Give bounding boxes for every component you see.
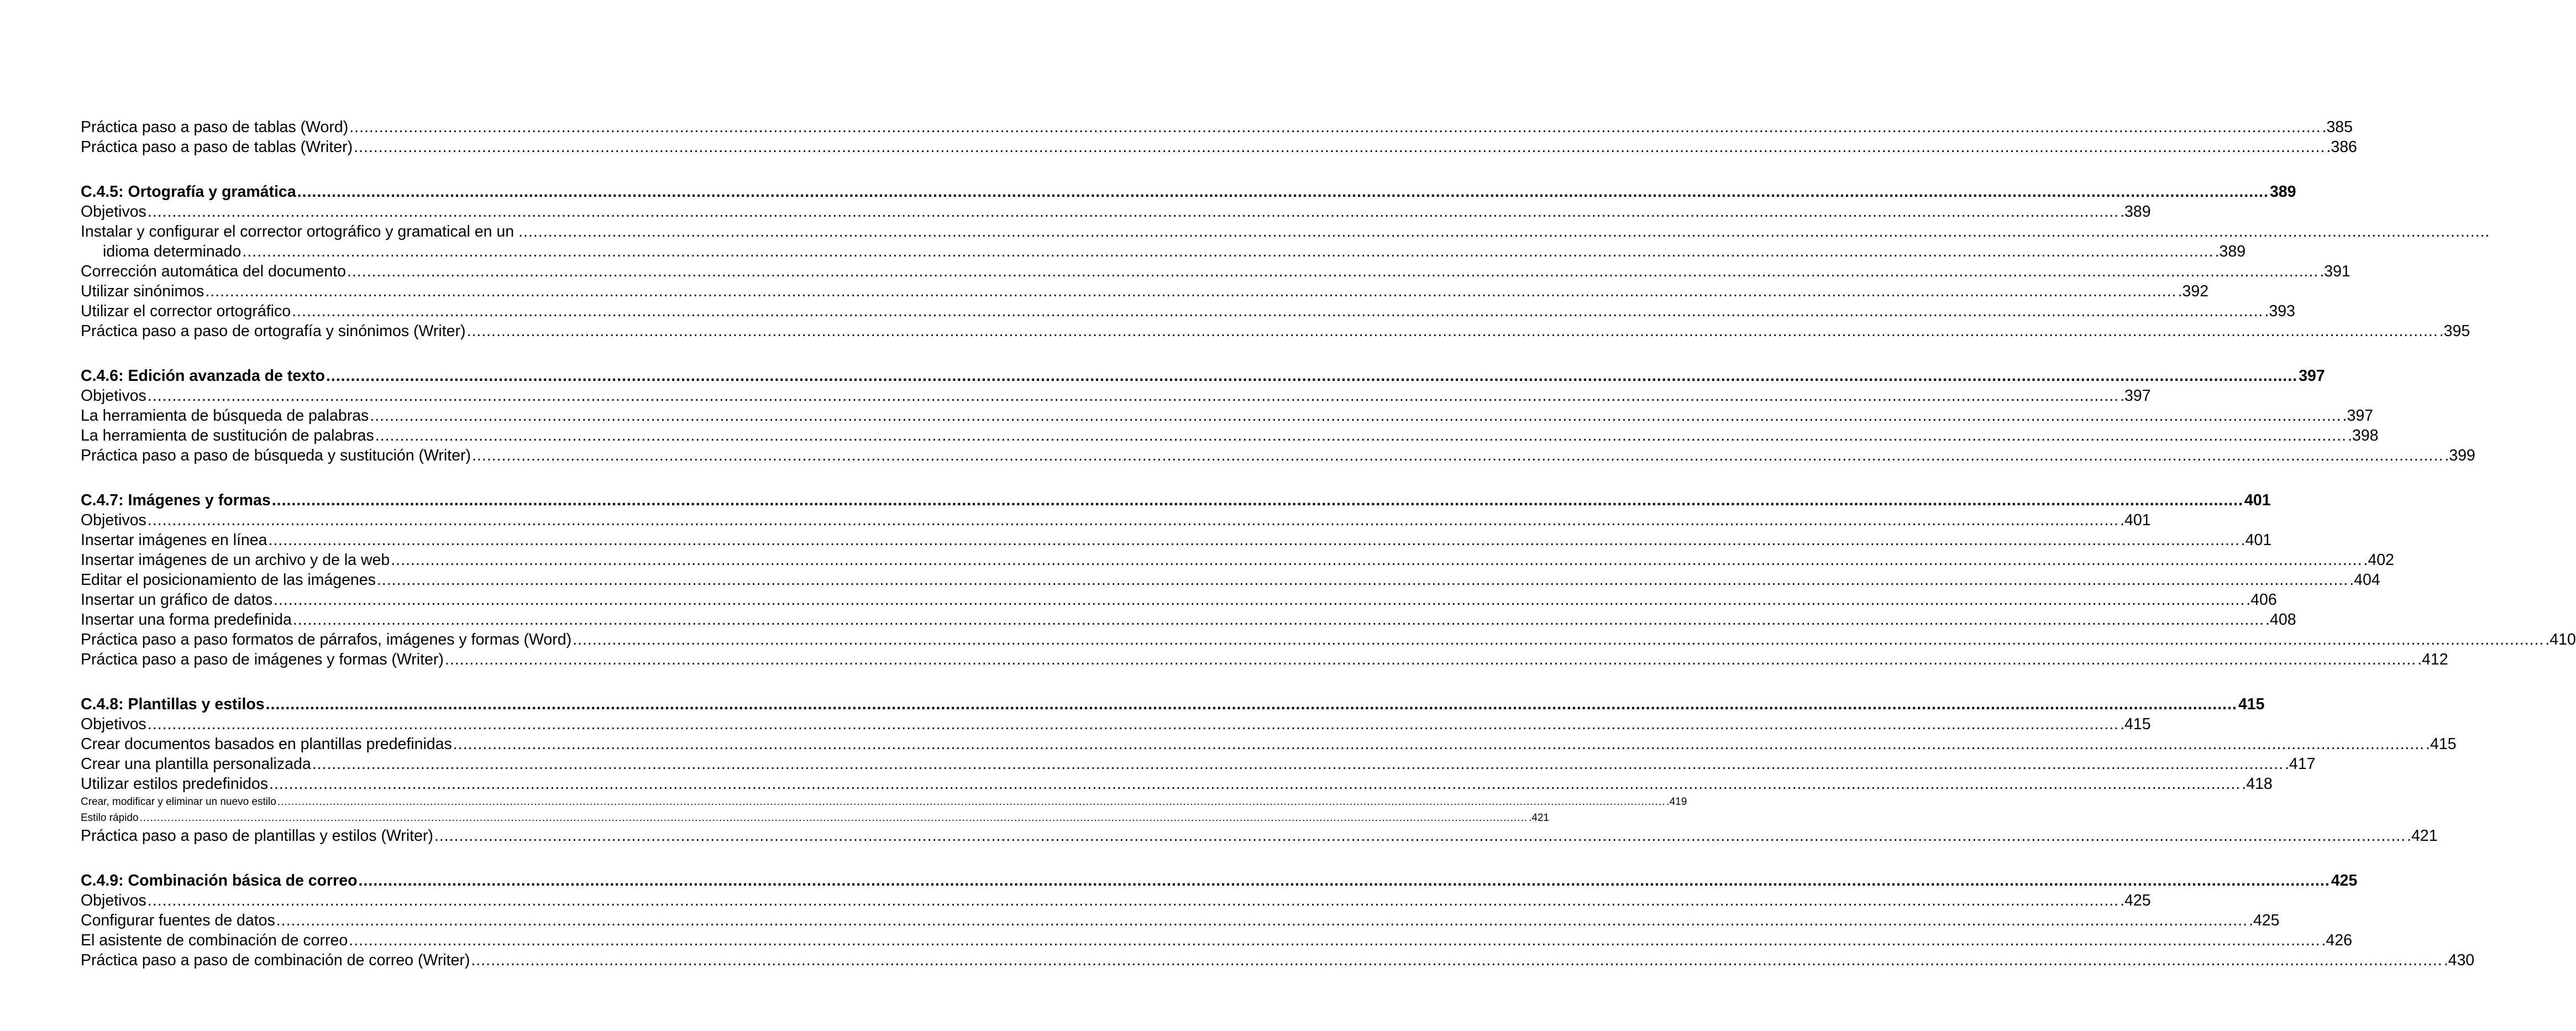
- toc-entry-practica-paso-a-paso-formatos-de-parrafo: [81, 630, 2576, 650]
- page-number: .417: [2284, 755, 2316, 773]
- leader-dots: ................................................................................................................................................................................................................................................................................................................................................................................................................: [292, 611, 2265, 629]
- entry-title: Utilizar estilos predefinidos: [81, 775, 268, 793]
- leader-dots: ................................................................................................................................................................................................................................................................................................................................................................................................................: [370, 407, 2342, 425]
- page-number: .408: [2265, 611, 2296, 629]
- leader-dots: ................................................................................................................................................................................................................................................................................................................................................................................................................: [205, 282, 2177, 300]
- toc-entry-correccion-automatica-del-documento: [81, 261, 2351, 281]
- entry-title: C.4.8: Plantillas y estilos: [81, 695, 265, 713]
- page-number: .386: [2326, 138, 2357, 156]
- page-number: .389: [2215, 243, 2246, 260]
- leader-dots: ................................................................................................................................................................................................................................................................................................................................................................................................................: [444, 651, 2417, 668]
- toc-entry-la-herramienta-de-sustitucion-de-palabra: [81, 426, 2379, 446]
- toc-entry-objetivos: [81, 510, 2151, 530]
- leader-dots: ................................................................................................................................................................................................................................................................................................................................................................................................................: [354, 138, 2326, 156]
- leader-dots: ................................................................................................................................................................................................................................................................................................................................................................................................................: [471, 951, 2443, 969]
- toc-entry-objetivos: [81, 202, 2151, 222]
- entry-title: El asistente de combinación de correo: [81, 931, 348, 949]
- entry-title: Estilo rápido: [81, 812, 139, 824]
- entry-title: C.4.6: Edición avanzada de texto: [81, 367, 325, 385]
- entry-title: C.4.9: Combinación básica de correo: [81, 872, 358, 889]
- entry-title: Editar el posicionamiento de las imágenes: [81, 571, 376, 589]
- toc-entry-objetivos: [81, 386, 2151, 406]
- page-number: .415: [2426, 735, 2457, 753]
- page-number: .406: [2246, 591, 2277, 609]
- entry-title: La herramienta de búsqueda de palabras: [81, 407, 369, 425]
- leader-dots: ................................................................................................................................................................................................................................................................................................................................................................................................................: [434, 827, 2406, 845]
- page-number: .425: [2249, 912, 2280, 929]
- page-number: .415: [2120, 715, 2151, 733]
- entry-title: Práctica paso a paso de búsqueda y sustitución (Writer): [81, 447, 471, 464]
- entry-title: Práctica paso a paso de combinación de correo (Writer): [81, 951, 470, 969]
- toc-entry-editar-el-posicionamiento-de-las-imagene: [81, 570, 2380, 590]
- entry-title: Objetivos: [81, 892, 146, 909]
- entry-title: Objetivos: [81, 203, 146, 221]
- toc-entry-instalar-y-configurar-el-corrector-ortog: [81, 222, 2490, 242]
- leader-dots: ................................................................................................................................................................................................................................................................................................................................................................................................................: [347, 263, 2319, 280]
- leader-dots: ................................................................................................................................................................................................................................................................................................................................................................................................................: [349, 931, 2321, 949]
- page-number: .397: [2342, 407, 2374, 425]
- toc-entry-el-asistente-de-combinacion-de-correo: [81, 930, 2352, 950]
- entry-title: C.4.7: Imágenes y formas: [81, 491, 271, 509]
- toc-section: [81, 366, 2475, 465]
- entry-title: La herramienta de sustitución de palabras: [81, 427, 374, 444]
- page-number: 389: [2269, 183, 2296, 201]
- toc-entry-crear-documentos-basados-en-plantillas-p: [81, 734, 2457, 754]
- page-number: .391: [2320, 263, 2351, 280]
- page-number: .412: [2417, 651, 2448, 668]
- page-number: .392: [2178, 282, 2209, 300]
- toc-section: [81, 694, 2457, 846]
- entry-title: Insertar imágenes de un archivo y de la web: [81, 551, 390, 569]
- leader-dots: ................................................................................................................................................................................................................................................................................................................................................................................................................: [375, 427, 2347, 444]
- toc-entry-practica-paso-a-paso-de-tablas-word: [81, 117, 2353, 137]
- page-number: .421: [2407, 827, 2438, 845]
- leader-dots: ................................................................................................................................................................................................................................................................................................................................................................................................................: [147, 203, 2119, 221]
- entry-title: Práctica paso a paso de tablas (Word): [81, 118, 349, 136]
- toc-entry-practica-paso-a-paso-de-combinacion-de-c: [81, 950, 2475, 970]
- page-number: .410: [2545, 631, 2576, 648]
- leader-dots: ................................................................................................................................................................................................................................................................................................................................................................................................................: [147, 892, 2119, 909]
- page-number: .419: [1666, 796, 1687, 808]
- entry-title: Objetivos: [81, 387, 146, 405]
- leader-dots: ................................................................................................................................................................................................................................................................................................................................................................................................................: [292, 302, 2264, 320]
- page-number: .426: [2321, 931, 2352, 949]
- leader-dots: ................................................................................................................................................................................................................................................................................................................................................................................................................: [147, 715, 2119, 733]
- entry-title: Corrección automática del documento: [81, 263, 347, 280]
- entry-title: C.4.5: Ortografía y gramática: [81, 183, 296, 201]
- leader-dots: ................................................................................................................................................................................................................................................................................................................................................................................................................: [472, 447, 2444, 464]
- entry-title: Crear una plantilla personalizada: [81, 755, 311, 773]
- page-number: 415: [2238, 695, 2265, 713]
- leader-dots: ................................................................................................................................................................................................................................................................................................................................................................................................................: [326, 367, 2298, 385]
- toc-entry-la-herramienta-de-busqueda-de-palabras: [81, 406, 2374, 426]
- leader-dots: ................................................................................................................................................................................................................................................................................................................................................................................................................: [518, 223, 2490, 240]
- toc-entry-utilizar-sinonimos: [81, 281, 2209, 301]
- toc-entry-estilo-rapido: [81, 810, 1550, 826]
- entry-title: Objetivos: [81, 511, 146, 529]
- toc-entry-practica-paso-a-paso-de-plantillas-y-est: [81, 826, 2438, 846]
- leader-dots: ................................................................................................................................................................................................................................................................................................................................................................................................................: [242, 243, 2214, 260]
- section-heading-c-4-7-imagenes-y-formas: [81, 490, 2271, 510]
- leader-dots: ................................................................................................................................................................................................................................................................................................................................................................................................................: [268, 531, 2240, 549]
- toc-entry-idioma-determinado: [81, 242, 2246, 261]
- section-heading-c-4-8-plantillas-y-estilos: [81, 694, 2265, 714]
- leader-dots: ................................................................................................................................................................................................................................................................................................................................................................................................................: [349, 118, 2321, 136]
- entry-title: Práctica paso a paso de imágenes y formas (Writer): [81, 651, 444, 668]
- page-number: .385: [2322, 118, 2353, 136]
- entry-title: Práctica paso a paso formatos de párrafos, imágenes y formas (Word): [81, 631, 572, 648]
- toc-entry-practica-paso-a-paso-de-busqueda-y-susti: [81, 446, 2475, 465]
- entry-title: Insertar una forma predefinida: [81, 611, 292, 629]
- leader-dots: ................................................................................................................................................................................................................................................................................................................................................................................................................: [265, 695, 2237, 713]
- entry-title: Crear, modificar y eliminar un nuevo estilo: [81, 796, 276, 808]
- toc-section: [81, 490, 2576, 669]
- page-number: .399: [2444, 447, 2475, 464]
- toc-entry-configurar-fuentes-de-datos: [81, 910, 2280, 930]
- toc-entry-practica-paso-a-paso-de-ortografia-y-sin: [81, 321, 2470, 341]
- page-number: .402: [2363, 551, 2395, 569]
- leader-dots: ................................................................................................................................................................................................................................................................................................................................................................................................................: [276, 912, 2248, 929]
- entry-title: Práctica paso a paso de tablas (Writer): [81, 138, 353, 156]
- page-number: 401: [2244, 491, 2271, 509]
- page-number: .395: [2439, 322, 2470, 340]
- page-number: .393: [2264, 302, 2295, 320]
- toc-entry-crear-modificar-y-eliminar-un-nuevo-esti: [81, 794, 1687, 810]
- toc-entry-crear-una-plantilla-personalizada: [81, 754, 2316, 774]
- page-number: .401: [2120, 511, 2151, 529]
- table-of-contents: [81, 117, 2576, 995]
- page-number: .425: [2120, 892, 2151, 909]
- page-number: 397: [2299, 367, 2325, 385]
- leader-dots: ................................................................................................................................................................................................................................................................................................................................................................................................................: [453, 735, 2425, 753]
- entry-title: Insertar un gráfico de datos: [81, 591, 272, 609]
- toc-section: [81, 117, 2357, 157]
- toc-section: [81, 182, 2490, 341]
- toc-entry-utilizar-estilos-predefinidos: [81, 774, 2273, 794]
- toc-entry-insertar-imagenes-en-linea: [81, 530, 2272, 550]
- entry-title: Práctica paso a paso de plantillas y estilos (Writer): [81, 827, 433, 845]
- entry-title: Instalar y configurar el corrector ortográfico y gramatical en un: [81, 223, 515, 240]
- entry-title: Utilizar sinónimos: [81, 282, 204, 300]
- section-heading-c-4-6-edicion-avanzada-de-texto: [81, 366, 2325, 386]
- toc-entry-utilizar-el-corrector-ortografico: [81, 301, 2295, 321]
- page-number: .404: [2349, 571, 2380, 589]
- leader-dots: ................................................................................................................................................................................................................................................................................................................................................................................................................: [273, 591, 2246, 609]
- entry-title: Práctica paso a paso de ortografía y sinónimos (Writer): [81, 322, 466, 340]
- page-number: .430: [2443, 951, 2475, 969]
- entry-title: Objetivos: [81, 715, 146, 733]
- leader-dots: ................................................................................................................................................................................................................................................................................................................................................................................................................: [358, 872, 2330, 889]
- leader-dots: ................................................................................................................................................................................................................................................................................................................................................................................................................: [269, 775, 2241, 793]
- leader-dots: ................................................................................................................................................................................................................................................................................................................................................................................................................: [297, 183, 2269, 201]
- leader-dots: ................................................................................................................................................................................................................................................................................................................................................................................................................: [466, 322, 2438, 340]
- toc-entry-insertar-una-forma-predefinida: [81, 610, 2296, 630]
- toc-entry-objetivos: [81, 714, 2151, 734]
- entry-title: Insertar imágenes en línea: [81, 531, 267, 549]
- toc-section: [81, 871, 2475, 970]
- leader-dots: ................................................................................................................................................................................................................................................................................................................................................................................................................: [277, 796, 1666, 808]
- toc-entry-insertar-imagenes-de-un-archivo-y-de-la-: [81, 550, 2395, 570]
- toc-entry-practica-paso-a-paso-de-imagenes-y-forma: [81, 650, 2448, 669]
- leader-dots: ................................................................................................................................................................................................................................................................................................................................................................................................................: [139, 812, 1528, 824]
- page-number: .401: [2241, 531, 2272, 549]
- entry-title: idioma determinado: [103, 243, 242, 260]
- leader-dots: ................................................................................................................................................................................................................................................................................................................................................................................................................: [147, 511, 2119, 529]
- page-number: .421: [1529, 812, 1550, 824]
- section-heading-c-4-9-combinacion-basica-de-correo: [81, 871, 2358, 891]
- page-number: .418: [2242, 775, 2273, 793]
- section-heading-c-4-5-ortografia-y-gramatica: [81, 182, 2296, 202]
- entry-title: Crear documentos basados en plantillas predefinidas: [81, 735, 452, 753]
- leader-dots: ................................................................................................................................................................................................................................................................................................................................................................................................................: [312, 755, 2284, 773]
- page-number: .398: [2348, 427, 2379, 444]
- toc-entry-objetivos: [81, 891, 2151, 910]
- entry-title: Configurar fuentes de datos: [81, 912, 275, 929]
- page-number: 425: [2331, 872, 2358, 889]
- leader-dots: ................................................................................................................................................................................................................................................................................................................................................................................................................: [376, 571, 2349, 589]
- leader-dots: ................................................................................................................................................................................................................................................................................................................................................................................................................: [147, 387, 2119, 405]
- page-number: .397: [2120, 387, 2151, 405]
- leader-dots: ................................................................................................................................................................................................................................................................................................................................................................................................................: [573, 631, 2544, 648]
- toc-entry-insertar-un-grafico-de-datos: [81, 590, 2277, 610]
- toc-entry-practica-paso-a-paso-de-tablas-writer: [81, 137, 2357, 157]
- page-number: .389: [2120, 203, 2151, 221]
- leader-dots: ................................................................................................................................................................................................................................................................................................................................................................................................................: [271, 491, 2244, 509]
- entry-title: Utilizar el corrector ortográfico: [81, 302, 291, 320]
- leader-dots: ................................................................................................................................................................................................................................................................................................................................................................................................................: [391, 551, 2363, 569]
